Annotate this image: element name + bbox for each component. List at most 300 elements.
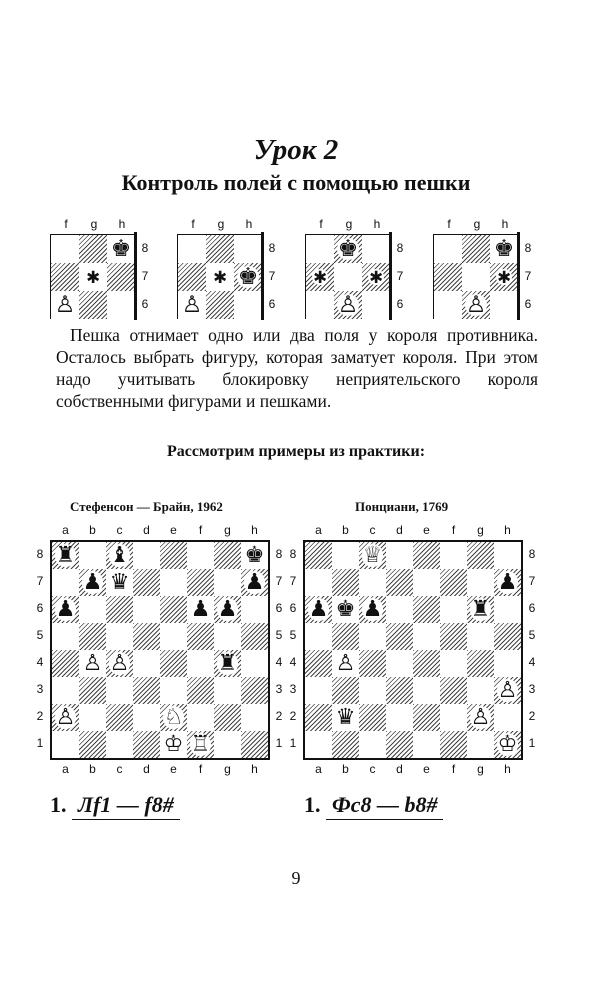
rank-label: 8	[268, 241, 276, 255]
board-square	[359, 623, 386, 650]
piece-glyph: ♜	[470, 596, 491, 623]
board-square	[187, 542, 214, 569]
piece-glyph: ♔	[497, 731, 518, 758]
lesson-title: Урок 2	[253, 134, 339, 166]
piece-glyph: ✱	[312, 266, 328, 287]
board-square	[133, 569, 160, 596]
board-square	[214, 731, 241, 758]
board-edge	[261, 232, 264, 320]
rank-label: 8	[524, 241, 532, 255]
black-pawn-icon	[52, 596, 79, 623]
board-square	[467, 623, 494, 650]
black-pawn-icon	[359, 596, 386, 623]
rank-label: 6	[289, 600, 297, 615]
rank-label: 3	[36, 681, 44, 696]
file-label: c	[369, 762, 376, 776]
piece-glyph: ♙	[335, 650, 356, 677]
white-pawn-icon	[52, 704, 79, 731]
board-square	[440, 704, 467, 731]
rank-label: 1	[275, 735, 283, 750]
board-square	[305, 623, 332, 650]
file-label: g	[477, 762, 484, 776]
piece-glyph: ♘	[163, 704, 184, 731]
board-square	[332, 677, 359, 704]
board-square	[332, 731, 359, 758]
board-square	[214, 677, 241, 704]
file-label: h	[373, 217, 381, 231]
board-square	[106, 704, 133, 731]
piece-glyph: ♝	[109, 542, 130, 569]
file-label: g	[90, 217, 98, 231]
white-pawn-icon	[462, 291, 490, 319]
white-pawn-icon	[79, 650, 106, 677]
board-square	[187, 704, 214, 731]
board-square	[494, 623, 521, 650]
rank-label: 6	[275, 600, 283, 615]
answer-number: 1.	[50, 792, 67, 817]
piece-glyph: ♟	[308, 596, 329, 623]
rank-label: 4	[275, 654, 283, 669]
file-label: f	[64, 217, 68, 231]
controlled-square-icon	[362, 263, 390, 291]
white-king-icon	[160, 731, 187, 758]
board-square	[214, 623, 241, 650]
piece-glyph: ♙	[337, 291, 359, 318]
board-square	[79, 677, 106, 704]
controlled-square-icon	[306, 263, 334, 291]
piece-glyph: ♖	[190, 731, 211, 758]
board-square	[494, 704, 521, 731]
piece-glyph: ♛	[109, 569, 130, 596]
file-label: f	[451, 762, 456, 776]
rank-label: 8	[36, 546, 44, 561]
file-label: h	[251, 762, 258, 776]
file-label: f	[447, 217, 451, 231]
piece-glyph: ♟	[217, 596, 238, 623]
piece-glyph: ♜	[217, 650, 238, 677]
board-square	[106, 596, 133, 623]
black-king-icon	[490, 235, 518, 263]
board-square	[386, 650, 413, 677]
board-square	[359, 704, 386, 731]
game-1-board	[50, 540, 270, 760]
game-1-answer	[50, 792, 180, 818]
board-square	[306, 291, 334, 319]
file-label: c	[116, 523, 123, 537]
file-label: b	[89, 762, 96, 776]
file-label: f	[319, 217, 323, 231]
lesson-subtitle: Контроль полей с помощью пешки	[121, 170, 471, 195]
board-square	[386, 731, 413, 758]
board-square	[52, 677, 79, 704]
board-square	[359, 569, 386, 596]
board-square	[434, 235, 462, 263]
board-square	[413, 650, 440, 677]
black-pawn-icon	[241, 569, 268, 596]
board-square	[440, 623, 467, 650]
board-square	[51, 235, 79, 263]
answer-number: 1.	[304, 792, 321, 817]
board-square	[178, 235, 206, 263]
board-square	[51, 263, 79, 291]
board-square	[241, 623, 268, 650]
board-square	[106, 623, 133, 650]
board-square	[160, 650, 187, 677]
black-king-icon	[332, 596, 359, 623]
board-square	[332, 542, 359, 569]
rank-label: 4	[528, 654, 536, 669]
piece-glyph: ♟	[55, 596, 76, 623]
board-square	[386, 542, 413, 569]
piece-glyph: ♟	[82, 569, 103, 596]
body-paragraph	[56, 324, 538, 412]
file-label: h	[501, 217, 509, 231]
white-pawn-icon	[334, 291, 362, 319]
rank-label: 7	[289, 573, 297, 588]
board-square	[234, 235, 262, 263]
rank-label: 2	[36, 708, 44, 723]
board-square	[362, 235, 390, 263]
piece-glyph: ✱	[496, 266, 512, 287]
board-square	[79, 235, 107, 263]
rank-label: 2	[528, 708, 536, 723]
board-square	[440, 731, 467, 758]
rank-label: 5	[528, 627, 536, 642]
board-square	[79, 731, 106, 758]
piece-glyph: ♙	[465, 291, 487, 318]
board-square	[413, 704, 440, 731]
rank-label: 8	[528, 546, 536, 561]
board-square	[52, 623, 79, 650]
board-square	[107, 291, 135, 319]
board-square	[133, 596, 160, 623]
file-label: f	[191, 217, 195, 231]
piece-glyph: ♚	[244, 542, 265, 569]
file-label: a	[62, 523, 69, 537]
piece-glyph: ♟	[190, 596, 211, 623]
rank-label: 2	[275, 708, 283, 723]
piece-glyph: ✱	[212, 266, 228, 287]
board-square	[440, 596, 467, 623]
answer-move: Фс8 — b8#	[326, 792, 443, 820]
board-square	[160, 623, 187, 650]
black-pawn-icon	[305, 596, 332, 623]
controlled-square-icon	[490, 263, 518, 291]
board-square	[440, 650, 467, 677]
file-label: b	[342, 762, 349, 776]
board-square	[434, 291, 462, 319]
paragraph-text: Пешка отнимает одно или два поля у короля противника. Осталось выбрать фигуру, которая заматует короля. При этом надо учитывать блокировку неприятельского короля собственными фигурами и пешками.	[56, 325, 538, 411]
board-square	[434, 263, 462, 291]
piece-glyph: ♚	[110, 235, 132, 262]
white-pawn-icon	[178, 291, 206, 319]
rank-label: 3	[275, 681, 283, 696]
board-square	[241, 731, 268, 758]
board-square	[79, 542, 106, 569]
board-square	[494, 650, 521, 677]
board-square	[467, 542, 494, 569]
file-label: e	[423, 523, 430, 537]
board-square	[305, 542, 332, 569]
board-edge	[389, 232, 392, 320]
board-edge	[134, 232, 137, 320]
file-label: g	[224, 523, 231, 537]
rank-label: 8	[289, 546, 297, 561]
file-label: g	[217, 217, 225, 231]
board-square	[332, 569, 359, 596]
board-square	[133, 677, 160, 704]
white-rook-icon	[187, 731, 214, 758]
file-label: g	[345, 217, 353, 231]
board-square	[79, 623, 106, 650]
board-square	[494, 542, 521, 569]
rank-label: 8	[396, 241, 404, 255]
piece-glyph: ♙	[82, 650, 103, 677]
board-edge	[517, 232, 520, 320]
board-square	[160, 677, 187, 704]
rank-label: 1	[36, 735, 44, 750]
black-pawn-icon	[214, 596, 241, 623]
file-label: d	[143, 523, 150, 537]
file-label: d	[396, 762, 403, 776]
game-2-board	[303, 540, 523, 760]
board-square	[440, 569, 467, 596]
piece-glyph: ♔	[163, 731, 184, 758]
file-label: h	[504, 762, 511, 776]
black-king-icon	[107, 235, 135, 263]
rank-label: 7	[141, 269, 149, 283]
rank-label: 3	[528, 681, 536, 696]
board-square	[386, 704, 413, 731]
board-square	[462, 235, 490, 263]
board-square	[386, 677, 413, 704]
rank-label: 5	[36, 627, 44, 642]
board-square	[52, 650, 79, 677]
piece-glyph: ♙	[54, 291, 76, 318]
board-square	[160, 596, 187, 623]
black-king-icon	[334, 235, 362, 263]
board-square	[187, 677, 214, 704]
file-label: d	[143, 762, 150, 776]
board-square	[467, 569, 494, 596]
game-2-answer	[304, 792, 443, 818]
piece-glyph: ♙	[470, 704, 491, 731]
board-square	[187, 650, 214, 677]
board-square	[467, 731, 494, 758]
mini-board-4	[433, 234, 518, 319]
file-label: a	[315, 523, 322, 537]
board-square	[305, 731, 332, 758]
piece-glyph: ♚	[237, 263, 259, 290]
board-square	[494, 596, 521, 623]
file-label: h	[504, 523, 511, 537]
piece-glyph: ♛	[335, 704, 356, 731]
board-square	[241, 704, 268, 731]
board-square	[440, 542, 467, 569]
piece-glyph: ✱	[85, 266, 101, 287]
mini-board-1	[50, 234, 135, 319]
board-square	[413, 677, 440, 704]
piece-glyph: ♕	[362, 542, 383, 569]
rank-label: 6	[268, 297, 276, 311]
file-label: g	[473, 217, 481, 231]
board-square	[332, 623, 359, 650]
board-square	[305, 677, 332, 704]
rank-label: 5	[275, 627, 283, 642]
board-square	[160, 542, 187, 569]
black-queen-icon	[332, 704, 359, 731]
piece-glyph: ♙	[109, 650, 130, 677]
rank-label: 7	[528, 573, 536, 588]
board-square	[133, 704, 160, 731]
board-square	[160, 569, 187, 596]
controlled-square-icon	[79, 263, 107, 291]
piece-glyph: ✱	[368, 266, 384, 287]
board-square	[206, 235, 234, 263]
file-label: d	[396, 523, 403, 537]
board-square	[359, 731, 386, 758]
board-square	[133, 650, 160, 677]
board-square	[79, 596, 106, 623]
answer-move: Лf1 — f8#	[72, 792, 180, 820]
board-square	[305, 569, 332, 596]
rank-label: 1	[289, 735, 297, 750]
piece-glyph: ♙	[55, 704, 76, 731]
black-king-icon	[241, 542, 268, 569]
rank-label: 4	[289, 654, 297, 669]
board-square	[133, 623, 160, 650]
white-pawn-icon	[51, 291, 79, 319]
mini-board-2	[177, 234, 262, 319]
file-label: f	[198, 523, 203, 537]
black-rook-icon	[214, 650, 241, 677]
board-square	[413, 542, 440, 569]
board-square	[359, 677, 386, 704]
white-pawn-icon	[467, 704, 494, 731]
board-square	[386, 623, 413, 650]
piece-glyph: ♟	[244, 569, 265, 596]
board-square	[440, 677, 467, 704]
black-bishop-icon	[106, 542, 133, 569]
board-square	[52, 731, 79, 758]
file-label: e	[423, 762, 430, 776]
white-pawn-icon	[494, 677, 521, 704]
board-square	[362, 291, 390, 319]
board-square	[79, 291, 107, 319]
black-queen-icon	[106, 569, 133, 596]
piece-glyph: ♟	[362, 596, 383, 623]
board-square	[359, 650, 386, 677]
board-square	[305, 650, 332, 677]
page-number: 9	[291, 868, 301, 888]
file-label: b	[89, 523, 96, 537]
file-label: a	[62, 762, 69, 776]
rank-label: 7	[36, 573, 44, 588]
board-square	[386, 569, 413, 596]
white-queen-icon	[359, 542, 386, 569]
board-square	[234, 291, 262, 319]
board-square	[334, 263, 362, 291]
file-label: h	[245, 217, 253, 231]
file-label: h	[251, 523, 258, 537]
board-square	[241, 596, 268, 623]
board-square	[214, 542, 241, 569]
board-square	[133, 731, 160, 758]
rank-label: 3	[289, 681, 297, 696]
rank-label: 6	[36, 600, 44, 615]
board-square	[467, 677, 494, 704]
white-king-icon	[494, 731, 521, 758]
board-square	[187, 569, 214, 596]
black-rook-icon	[52, 542, 79, 569]
piece-glyph: ♜	[55, 542, 76, 569]
rank-label: 5	[289, 627, 297, 642]
piece-glyph: ♚	[335, 596, 356, 623]
board-square	[413, 569, 440, 596]
rank-label: 8	[275, 546, 283, 561]
board-square	[386, 596, 413, 623]
black-pawn-icon	[494, 569, 521, 596]
rank-label: 7	[275, 573, 283, 588]
rank-label: 7	[268, 269, 276, 283]
game-2-caption: Понциани, 1769	[355, 499, 449, 514]
file-label: b	[342, 523, 349, 537]
file-label: a	[315, 762, 322, 776]
black-pawn-icon	[79, 569, 106, 596]
board-square	[106, 731, 133, 758]
black-king-icon	[234, 263, 262, 291]
piece-glyph: ♟	[497, 569, 518, 596]
piece-glyph: ♚	[337, 235, 359, 262]
board-square	[79, 704, 106, 731]
rank-label: 6	[141, 297, 149, 311]
board-square	[241, 677, 268, 704]
file-label: c	[369, 523, 376, 537]
rank-label: 1	[528, 735, 536, 750]
board-square	[133, 542, 160, 569]
board-square	[306, 235, 334, 263]
white-knight-icon	[160, 704, 187, 731]
board-square	[413, 596, 440, 623]
board-square	[413, 731, 440, 758]
rank-label: 4	[36, 654, 44, 669]
file-label: g	[224, 762, 231, 776]
controlled-square-icon	[206, 263, 234, 291]
board-square	[413, 623, 440, 650]
piece-glyph: ♙	[497, 677, 518, 704]
board-square	[241, 650, 268, 677]
board-square	[107, 263, 135, 291]
piece-glyph: ♚	[493, 235, 515, 262]
rank-label: 7	[396, 269, 404, 283]
file-label: g	[477, 523, 484, 537]
board-square	[206, 291, 234, 319]
white-pawn-icon	[106, 650, 133, 677]
file-label: f	[198, 762, 203, 776]
piece-glyph: ♙	[181, 291, 203, 318]
section-heading: Рассмотрим примеры из практики:	[166, 443, 426, 460]
board-square	[106, 677, 133, 704]
board-square	[214, 704, 241, 731]
board-square	[178, 263, 206, 291]
rank-label: 7	[524, 269, 532, 283]
rank-label: 6	[396, 297, 404, 311]
file-label: c	[116, 762, 123, 776]
file-label: h	[118, 217, 126, 231]
rank-label: 6	[524, 297, 532, 311]
white-pawn-icon	[332, 650, 359, 677]
black-rook-icon	[467, 596, 494, 623]
